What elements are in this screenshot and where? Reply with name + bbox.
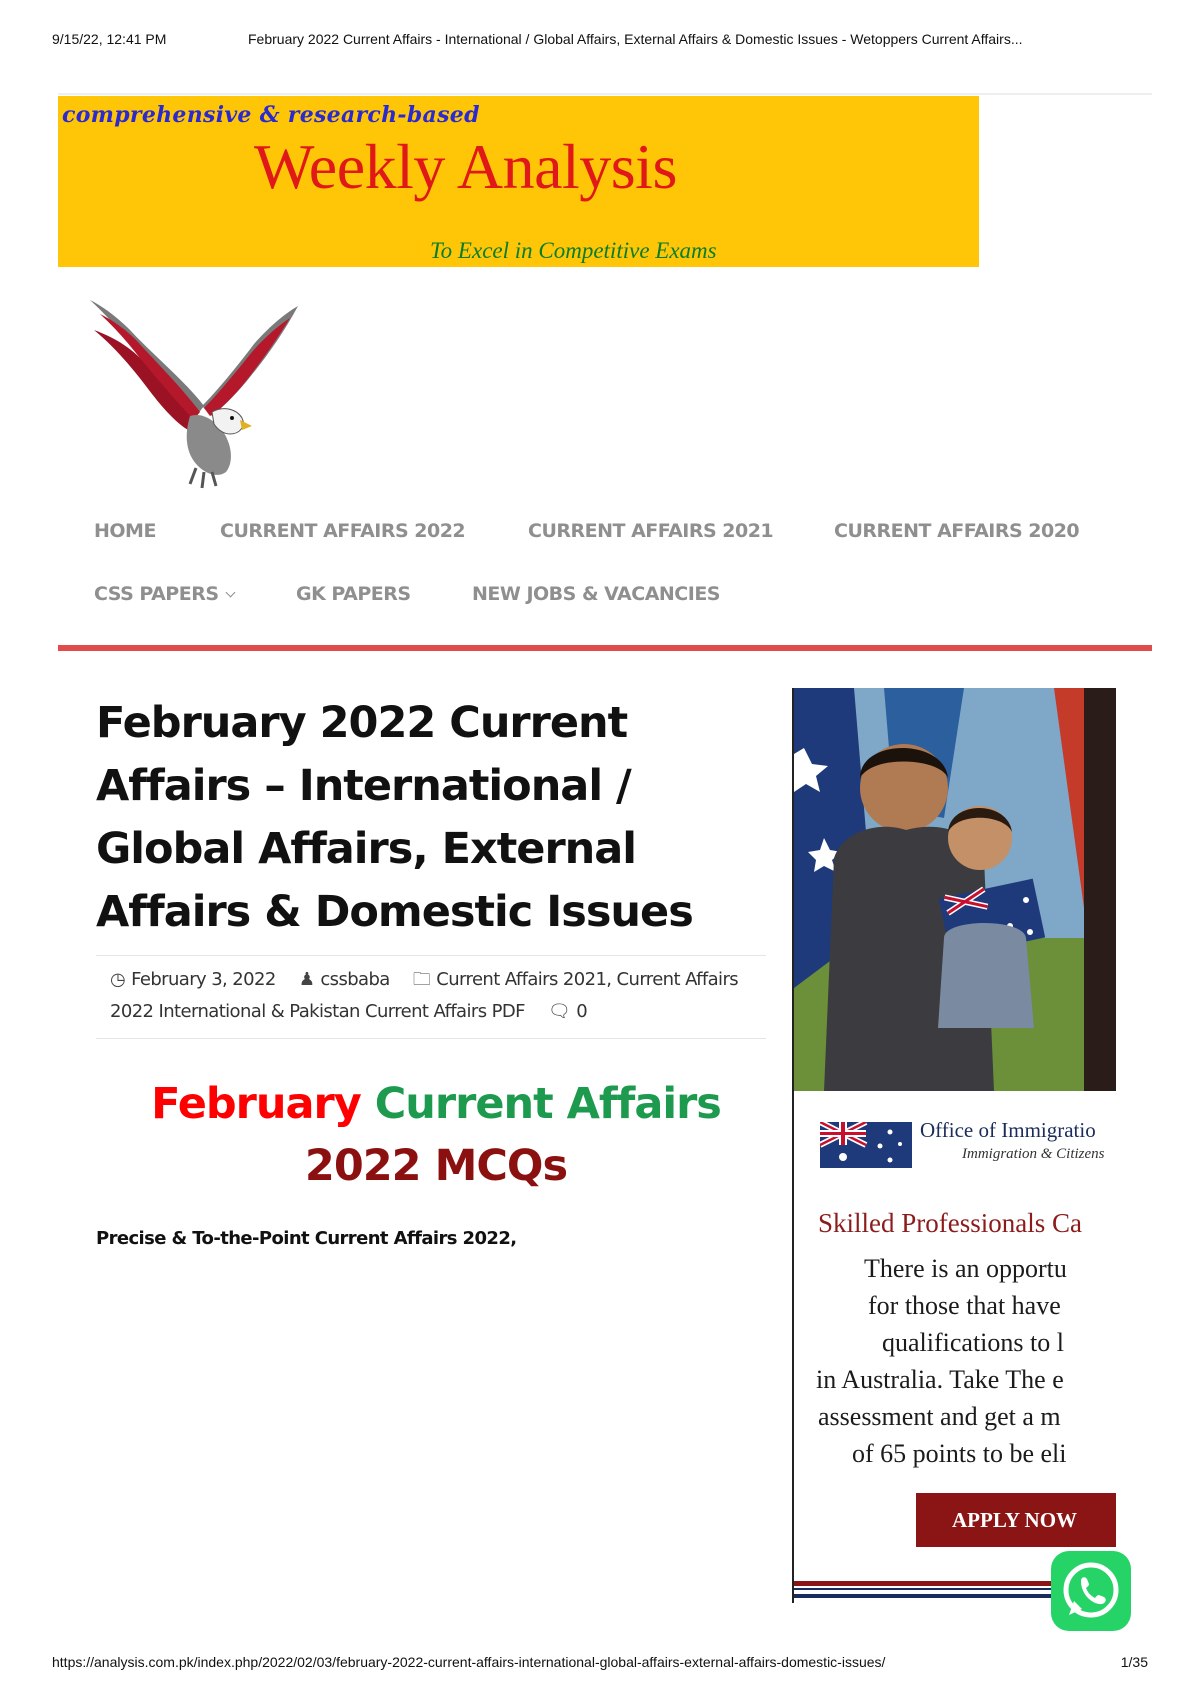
banner-site-name: Weekly Analysis xyxy=(254,131,677,202)
nav-underline xyxy=(58,645,1152,651)
nav-gk-papers[interactable]: GK PAPERS xyxy=(296,583,411,605)
nav-css-papers[interactable] xyxy=(94,583,234,605)
ad-body xyxy=(812,1250,1116,1472)
nav-current-affairs-2022[interactable]: CURRENT AFFAIRS 2022 xyxy=(220,520,466,542)
article-comments[interactable]: 0 xyxy=(576,1001,588,1022)
nav-new-jobs[interactable]: NEW JOBS & VACANCIES xyxy=(472,583,720,605)
whatsapp-icon[interactable] xyxy=(1051,1551,1131,1631)
ad-office-name: Office of Immigratio xyxy=(920,1118,1096,1142)
article-intro: Precise & To-the-Point Current Affairs 2022, xyxy=(96,1228,517,1249)
meta-divider-bottom xyxy=(96,1038,766,1039)
article-date[interactable]: February 3, 2022 xyxy=(131,969,276,990)
print-page-number: 1/35 xyxy=(1120,1654,1148,1670)
ad-body-line: qualifications to l xyxy=(882,1328,1064,1357)
apply-now-button[interactable]: APPLY NOW xyxy=(916,1493,1116,1547)
ad-body-line: of 65 points to be eli xyxy=(852,1439,1067,1468)
banner-tagline: comprehensive & research-based xyxy=(62,102,480,128)
nav-current-affairs-2021[interactable]: CURRENT AFFAIRS 2021 xyxy=(528,520,774,542)
article-headline xyxy=(96,1073,776,1197)
australia-flag-icon xyxy=(820,1122,912,1168)
comment-icon: 🗨 xyxy=(548,1001,571,1022)
nav-home[interactable]: HOME xyxy=(94,520,156,542)
article-categories[interactable]: Current Affairs 2021, Current Affairs 2022 International & Pakistan Current Affairs PDF xyxy=(110,969,739,1022)
ad-office-subtitle: Immigration & Citizens xyxy=(962,1146,1105,1162)
site-banner[interactable] xyxy=(58,96,979,267)
user-icon: ♟ xyxy=(298,969,315,990)
ad-body-line: There is an opportu xyxy=(864,1254,1067,1283)
print-footer-url: https://analysis.com.pk/index.php/2022/02/03/february-2022-current-affairs-international-global-affairs-external-affairs-domestic-issues/ xyxy=(52,1654,886,1670)
nav-current-affairs-2020[interactable]: CURRENT AFFAIRS 2020 xyxy=(834,520,1080,542)
print-header xyxy=(0,0,1200,80)
print-page-title: February 2022 Current Affairs - International / Global Affairs, External Affairs & Domestic Issues - Wetoppers Current Affairs... xyxy=(248,31,1023,47)
ad-office xyxy=(820,1118,1116,1178)
ad-photo xyxy=(794,688,1116,1091)
article-meta xyxy=(110,964,760,1028)
nav-css-papers-label: CSS PAPERS xyxy=(94,583,219,605)
clock-icon: ◷ xyxy=(110,969,126,990)
ad-body-line: for those that have xyxy=(868,1291,1061,1320)
ad-body-line: assessment and get a m xyxy=(818,1402,1061,1431)
print-date: 9/15/22, 12:41 PM xyxy=(52,31,167,47)
article-title: February 2022 Current Affairs – International / Global Affairs, External Affairs & Domestic Issues xyxy=(96,698,693,937)
ad-body-line: in Australia. Take The e xyxy=(816,1365,1064,1394)
article-author[interactable]: cssbaba xyxy=(320,969,390,990)
eagle-logo[interactable] xyxy=(86,296,304,490)
folder-icon: 🗀 xyxy=(412,969,431,990)
banner-subtitle: To Excel in Competitive Exams xyxy=(430,238,717,263)
headline-current-affairs: Current Affairs xyxy=(374,1079,721,1129)
chevron-down-icon xyxy=(225,588,235,598)
ad-heading: Skilled Professionals Ca xyxy=(818,1208,1082,1238)
top-divider xyxy=(58,93,1152,95)
sidebar-ad[interactable] xyxy=(792,688,1116,1603)
headline-mcqs: 2022 MCQs xyxy=(304,1141,568,1191)
meta-divider-top xyxy=(96,955,766,956)
headline-february: February xyxy=(151,1079,361,1129)
